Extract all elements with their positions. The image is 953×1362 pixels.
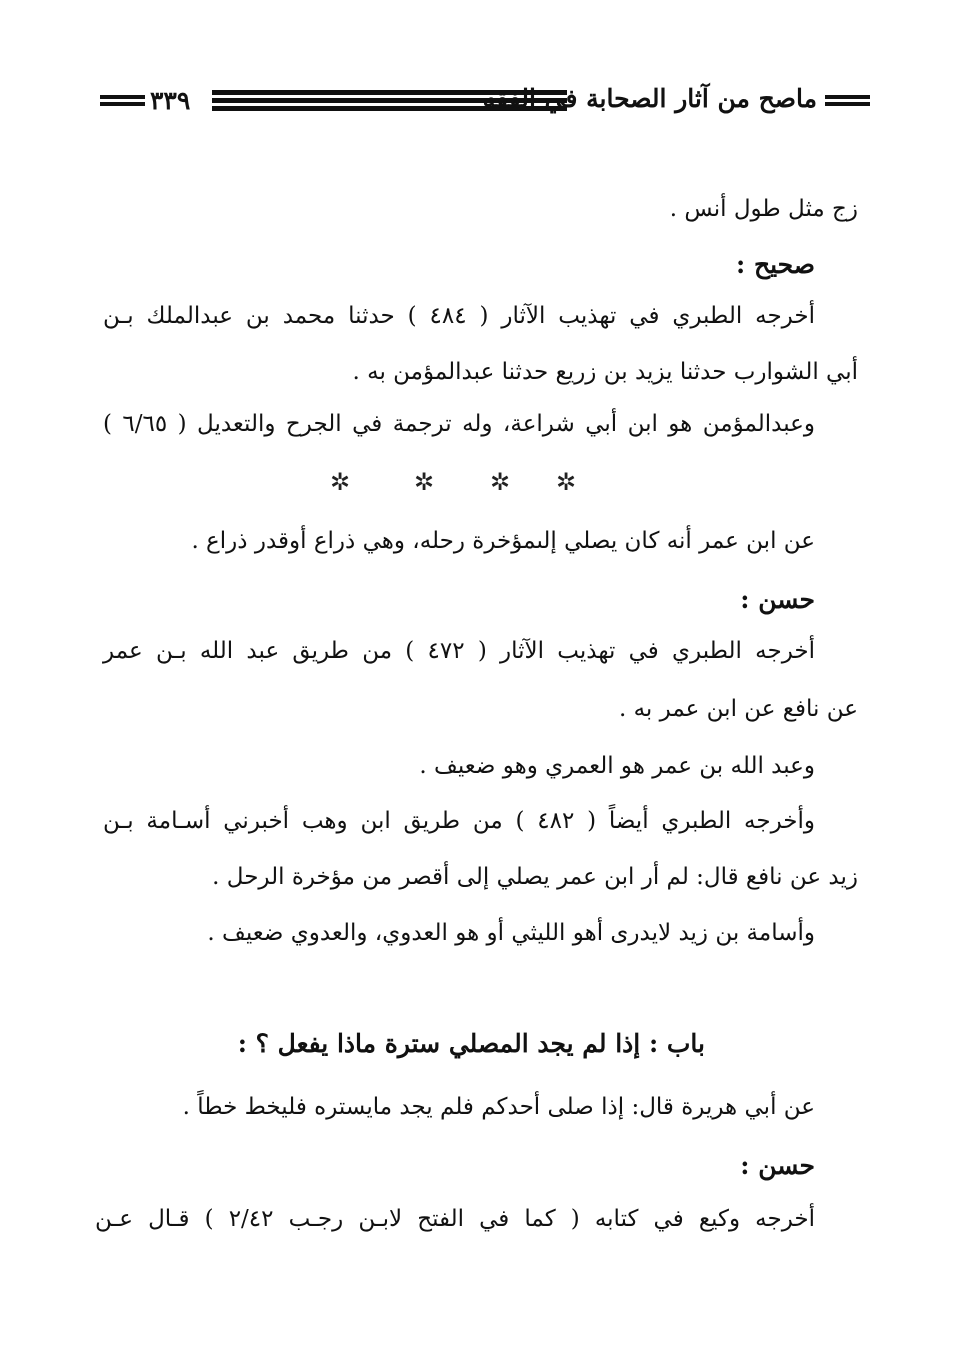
- text-line: أخرجه الطبري في تهذيب الآثار ( ٤٨٤ ) حدثنا محمد بن عبدالملك بـن: [103, 303, 815, 329]
- text-line: أخرجه الطبري في تهذيب الآثار ( ٤٧٢ ) من طريق عبد الله بـن عمر: [103, 638, 815, 664]
- page-header: [100, 82, 870, 130]
- text-line: وعبد الله بن عمر هو العمري وهو ضعيف .: [419, 753, 815, 779]
- text-line: زج مثل طول أنس .: [669, 196, 858, 222]
- grade-label: حسن :: [740, 585, 815, 614]
- text-line: أبي الشوارب حدثنا يزيد بن زريع حدثنا عبدالمؤمن به .: [352, 359, 858, 385]
- text-line: وأسامة بن زيد لايدرى أهو الليثي أو هو العدوي، والعدوي ضعيف .: [207, 920, 815, 946]
- asterism-icon: ✲: [414, 468, 435, 496]
- asterism-icon: ✲: [490, 468, 511, 496]
- grade-label: حسن :: [740, 1151, 815, 1180]
- text-line: عن أبي هريرة قال: إذا صلى أحدكم فلم يجد مايستره فليخط خطاً .: [182, 1094, 815, 1120]
- text-line: وعبدالمؤمن هو ابن أبي شراعة، وله ترجمة في الجرح والتعديل ( ٦/٦٥ ): [103, 411, 815, 437]
- grade-label: صحيح :: [736, 250, 815, 279]
- header-rule-right: [825, 95, 870, 109]
- asterism-icon: ✲: [556, 468, 577, 496]
- asterism-icon: ✲: [330, 468, 351, 496]
- text-line: عن نافع عن ابن عمر به .: [618, 696, 858, 722]
- chapter-heading: باب : إذا لم يجد المصلي سترة ماذا يفعل ؟ :: [237, 1029, 705, 1058]
- running-title: ماصح من آثار الصحابة في الفقه: [482, 84, 817, 113]
- text-line: أخرجه وكيع في كتابه ( كما في الفتح لابـن رجـب ٢/٤٢ ) قـال عـن: [95, 1206, 816, 1232]
- section-separator: [330, 468, 590, 498]
- page-number: ٣٣٩: [150, 86, 191, 115]
- header-rule-left: [100, 95, 145, 109]
- text-line: زيد عن نافع قال: لم أر ابن عمر يصلي إلى أقصر من مؤخرة الرحل .: [212, 864, 858, 890]
- text-line: عن ابن عمر أنه كان يصلي إلىمؤخرة رحله، وهي ذراع أوقدر ذراع .: [191, 528, 815, 554]
- text-line: وأخرجه الطبري أيضاً ( ٤٨٢ ) من طريق ابن وهب أخبرني أسـامة بـن: [103, 808, 815, 834]
